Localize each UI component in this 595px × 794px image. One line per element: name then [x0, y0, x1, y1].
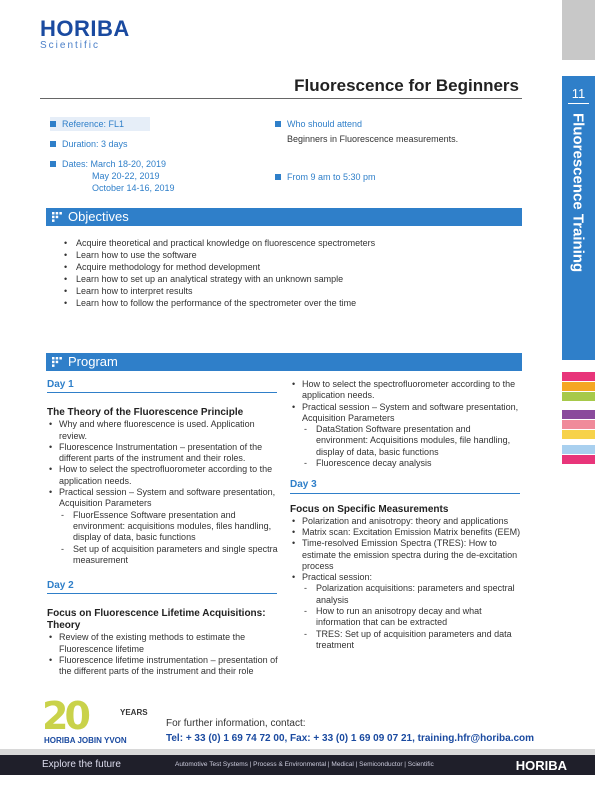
- list-item: • How to select the spectrofluorometer according to the application needs.: [290, 379, 522, 402]
- footer-divisions: Automotive Test Systems | Process & Environmental | Medical | Semiconductor | Scientific: [175, 761, 434, 768]
- side-tab-label: Fluorescence Training: [569, 113, 587, 273]
- list-item: • Practical session:: [290, 572, 522, 583]
- objectives-title: Objectives: [68, 209, 129, 224]
- list-item: - FluorEssence Software presentation and environment: acquisitions modules, files handling, display of data, basic functions: [47, 510, 279, 544]
- color-stripe: [562, 420, 595, 429]
- list-item: • Why and where fluorescence is used. Application review.: [47, 419, 279, 442]
- color-stripe: [562, 455, 595, 464]
- day-3-list: [290, 516, 522, 652]
- list-item: • Acquire theoretical and practical knowledge on fluorescence spectrometers: [64, 237, 375, 249]
- contact-intro: For further information, contact:: [166, 718, 306, 729]
- logo-name: HORIBA: [40, 16, 130, 41]
- list-item: • Learn how to interpret results: [64, 285, 375, 297]
- horiba-logo: [40, 18, 130, 52]
- dates-line-2: May 20-22, 2019: [92, 171, 160, 181]
- program-header: [46, 353, 522, 371]
- program-right-column: [290, 379, 522, 651]
- square-bullet-icon: [50, 121, 56, 127]
- grid-icon: [52, 212, 62, 222]
- list-item: • Fluorescence Instrumentation – presentation of the different parts of the instrument and their roles.: [47, 442, 279, 465]
- color-stripe: [562, 445, 595, 454]
- square-bullet-icon: [275, 174, 281, 180]
- color-stripe: [562, 372, 595, 381]
- list-item: • Learn how to use the software: [64, 249, 375, 261]
- list-item: - DataStation Software presentation and environment: Acquisitions modules, file handling, display of data, basic functions: [290, 424, 522, 458]
- who-should-attend: Who should attend: [275, 119, 362, 130]
- reference: Reference: FL1: [50, 119, 124, 130]
- list-item: • Matrix scan: Excitation Emission Matrix benefits (EEM): [290, 527, 522, 538]
- dates: Dates: March 18-20, 2019: [50, 159, 166, 170]
- day-1-list: [47, 419, 279, 566]
- logo-sub: Scientific: [40, 40, 101, 51]
- square-bullet-icon: [50, 141, 56, 147]
- program-left-column: [47, 379, 279, 678]
- color-stripe: [562, 410, 595, 419]
- list-item: • Learn how to follow the performance of the spectrometer over the time: [64, 297, 375, 309]
- square-bullet-icon: [50, 161, 56, 167]
- footer-bottom-margin: [0, 775, 595, 794]
- square-bullet-icon: [275, 121, 281, 127]
- list-item: • Polarization and anisotropy: theory and applications: [290, 516, 522, 527]
- day-2-topic: Focus on Fluorescence Lifetime Acquisitions: Theory: [47, 608, 266, 632]
- program-title: Program: [68, 354, 118, 369]
- side-tab-divider: [568, 103, 589, 104]
- list-item: • Review of the existing methods to estimate the Fluorescence lifetime: [47, 632, 279, 655]
- list-item: • Practical session – System and software presentation, Acquisition Parameters: [47, 487, 279, 510]
- list-item: • Learn how to set up an analytical strategy with an unknown sample: [64, 273, 375, 285]
- objectives-header: [46, 208, 522, 226]
- anniversary-brand: HORIBA JOBIN YVON: [44, 736, 127, 745]
- anniversary-logo: [42, 694, 160, 746]
- color-stripe: [562, 392, 595, 401]
- list-item: - How to run an anisotropy decay and what information that can be extracted: [290, 606, 522, 629]
- day-3-topic: Focus on Specific Measurements: [290, 503, 449, 515]
- page-title: Fluorescence for Beginners: [294, 76, 519, 95]
- footer-tagline: Explore the future: [42, 759, 121, 770]
- anniversary-number: 20: [42, 694, 87, 738]
- time: From 9 am to 5:30 pm: [275, 172, 376, 183]
- list-item: • Acquire methodology for method development: [64, 261, 375, 273]
- contact-details: Tel: + 33 (0) 1 69 74 72 00, Fax: + 33 (0) 1 69 09 07 21, training.hfr@horiba.com: [166, 733, 535, 744]
- color-stripe: [562, 430, 595, 439]
- day-1-label: Day 1: [47, 379, 74, 390]
- anniversary-years: YEARS: [120, 708, 148, 717]
- corner-block: [562, 0, 595, 60]
- list-item: - Fluorescence decay analysis: [290, 458, 522, 469]
- list-item: - Set up of acquisition parameters and single spectra measurement: [47, 544, 279, 567]
- dates-line-3: October 14-16, 2019: [92, 183, 175, 193]
- grid-icon: [52, 357, 62, 367]
- list-item: • Fluorescence lifetime instrumentation – presentation of the different parts of the instrument and their role: [47, 655, 279, 678]
- who-text: Beginners in Fluorescence measurements.: [287, 134, 459, 144]
- color-stripe: [562, 382, 595, 391]
- day-2-label: Day 2: [47, 580, 74, 592]
- day-2-list: [47, 632, 279, 677]
- footer-brand: HORIBA: [515, 758, 567, 773]
- day-2-list-continued: [290, 379, 522, 469]
- list-item: - TRES: Set up of acquisition parameters and data treatment: [290, 629, 522, 652]
- list-item: - Polarization acquisitions: parameters and spectral analysis: [290, 583, 522, 606]
- objectives-list: [64, 237, 375, 309]
- title-divider: [40, 98, 522, 99]
- list-item: • Practical session – System and software presentation, Acquisition Parameters: [290, 402, 522, 425]
- day-1-topic: The Theory of the Fluorescence Principle: [47, 407, 244, 419]
- duration: Duration: 3 days: [50, 139, 128, 150]
- footer-bar: [0, 755, 595, 775]
- list-item: • How to select the spectrofluorometer according to the application needs.: [47, 464, 279, 487]
- side-tab-number: 11: [571, 86, 586, 101]
- list-item: • Time-resolved Emission Spectra (TRES): How to estimate the emission spectra during the de-excitation process: [290, 538, 522, 572]
- day-3-label: Day 3: [290, 479, 317, 491]
